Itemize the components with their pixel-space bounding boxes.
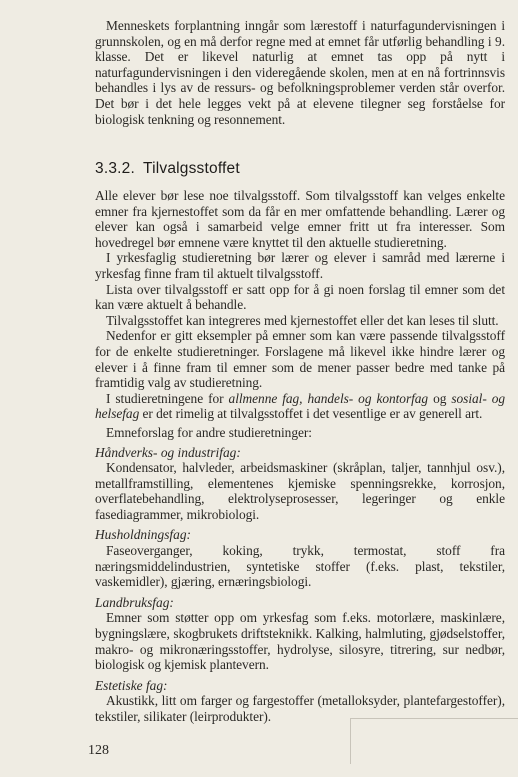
category-text: Faseoverganger, koking, trykk, termostat, stoff fra næringsmiddelindustrien, syntetiske stoffer (f.eks. plast, tekstiler, vaskemidler), gjæring, ernæringsbiologi. xyxy=(95,543,505,590)
category-text: Kondensator, halvleder, arbeidsmaskiner (skråplan, taljer, tannhjul osv.), metallframstilling, elementenes kjemiske spenningsrekke, korrosjon, overflatebehandling, elektrolyseprosesser, legeringer og enkle fasediagrammer, mikrobiologi. xyxy=(95,460,505,522)
paragraph-6-text: og xyxy=(428,390,452,406)
category-text: Emner som støtter opp om yrkesfag som f.eks. motorlære, maskinlære, bygningslære, skogbrukets driftsteknikk. Kalking, halmluting, gjødselstoffer, makro- og mikronæringsstoffer, hydrolyse, silosyre, titrering, sur nedbør, biologisk og kjemisk plantevern. xyxy=(95,610,505,673)
section-title: Tilvalgsstoffet xyxy=(142,160,240,177)
category-husholdning xyxy=(95,527,505,589)
category-title: Landbruksfag: xyxy=(95,594,174,610)
category-title: Håndverks- og industrifag: xyxy=(95,444,241,460)
intro-block xyxy=(95,18,505,127)
intro-paragraph: Menneskets forplantning inngår som lærestoff i naturfagundervisningen i grunnskolen, og en må derfor regne med at emnet får utførlig behandling i 9. klasse. Det er likevel naturlig at emnet tas opp på nytt i naturfagundervisningen i den videregående skolen, men at en nå fortrinnsvis behandles i lys av de ressurs- og befolkningsproblemer verden står overfor. Det bør i det hele legges vekt på at elevene tilegner seg forståelse for biologisk tenkning og resonnement. xyxy=(95,18,505,127)
scan-edge-box xyxy=(350,718,518,764)
paragraph-6-emphasis: sosial- og helsefag xyxy=(95,390,506,422)
paragraph-6-emphasis: allmenne fag, handels- og kontorfag xyxy=(228,390,429,406)
category-title: Husholdningsfag: xyxy=(95,527,191,543)
paragraph-7: Emneforslag for andre studieretninger: xyxy=(106,424,312,440)
section-body xyxy=(95,188,505,725)
category-text: Akustikk, litt om farger og fargestoffer (metalloksyder, plantefargestoffer), tekstiler, silikater (leirprodukter). xyxy=(95,693,505,724)
paragraph-6-text: I studieretningene for xyxy=(106,390,229,406)
category-title: Estetiske fag: xyxy=(95,677,168,693)
paragraph-4: Tilvalgsstoffet kan integreres med kjernestoffet eller det kan leses til slutt. xyxy=(106,312,499,328)
paragraph-3: Lista over tilvalgsstoff er satt opp for å gi noen forslag til emner som det kan være aktuelt å behandle. xyxy=(95,281,505,313)
paragraph-6 xyxy=(95,391,505,422)
category-landbruk xyxy=(95,595,505,673)
section-number: 3.3.2. xyxy=(95,160,135,177)
paragraph-5: Nedenfor er gitt eksempler på emner som kan være passende tilvalgsstoff for de enkelte studieretninger. Forslagene må likevel ikke hindre lærer og elever i å finne fram til emner som de mener passer bedre med tanke på framtidig valg av studieretning. xyxy=(95,328,505,391)
paragraph-2: I yrkesfaglig studieretning bør lærer og elever i samråd med lærerne i yrkesfag finne fram til aktuelt tilvalgsstoff. xyxy=(95,250,505,281)
page-number: 128 xyxy=(88,743,109,758)
category-handverk xyxy=(95,445,505,523)
paragraph-6-text: er det rimelig at tilvalgsstoffet i det vesentlige er av generell art. xyxy=(139,406,483,422)
section-heading xyxy=(95,160,505,178)
paragraph-1: Alle elever bør lese noe tilvalgsstoff. Som tilvalgsstoff kan velges enkelte emner fra kjernestoffet som da får en mer omfattende behandling. Lærer og elever kan også i samarbeid velge emner fritt ut fra interesser. Som hovedregel bør emnene være knyttet til den aktuelle studieretning. xyxy=(95,188,505,250)
